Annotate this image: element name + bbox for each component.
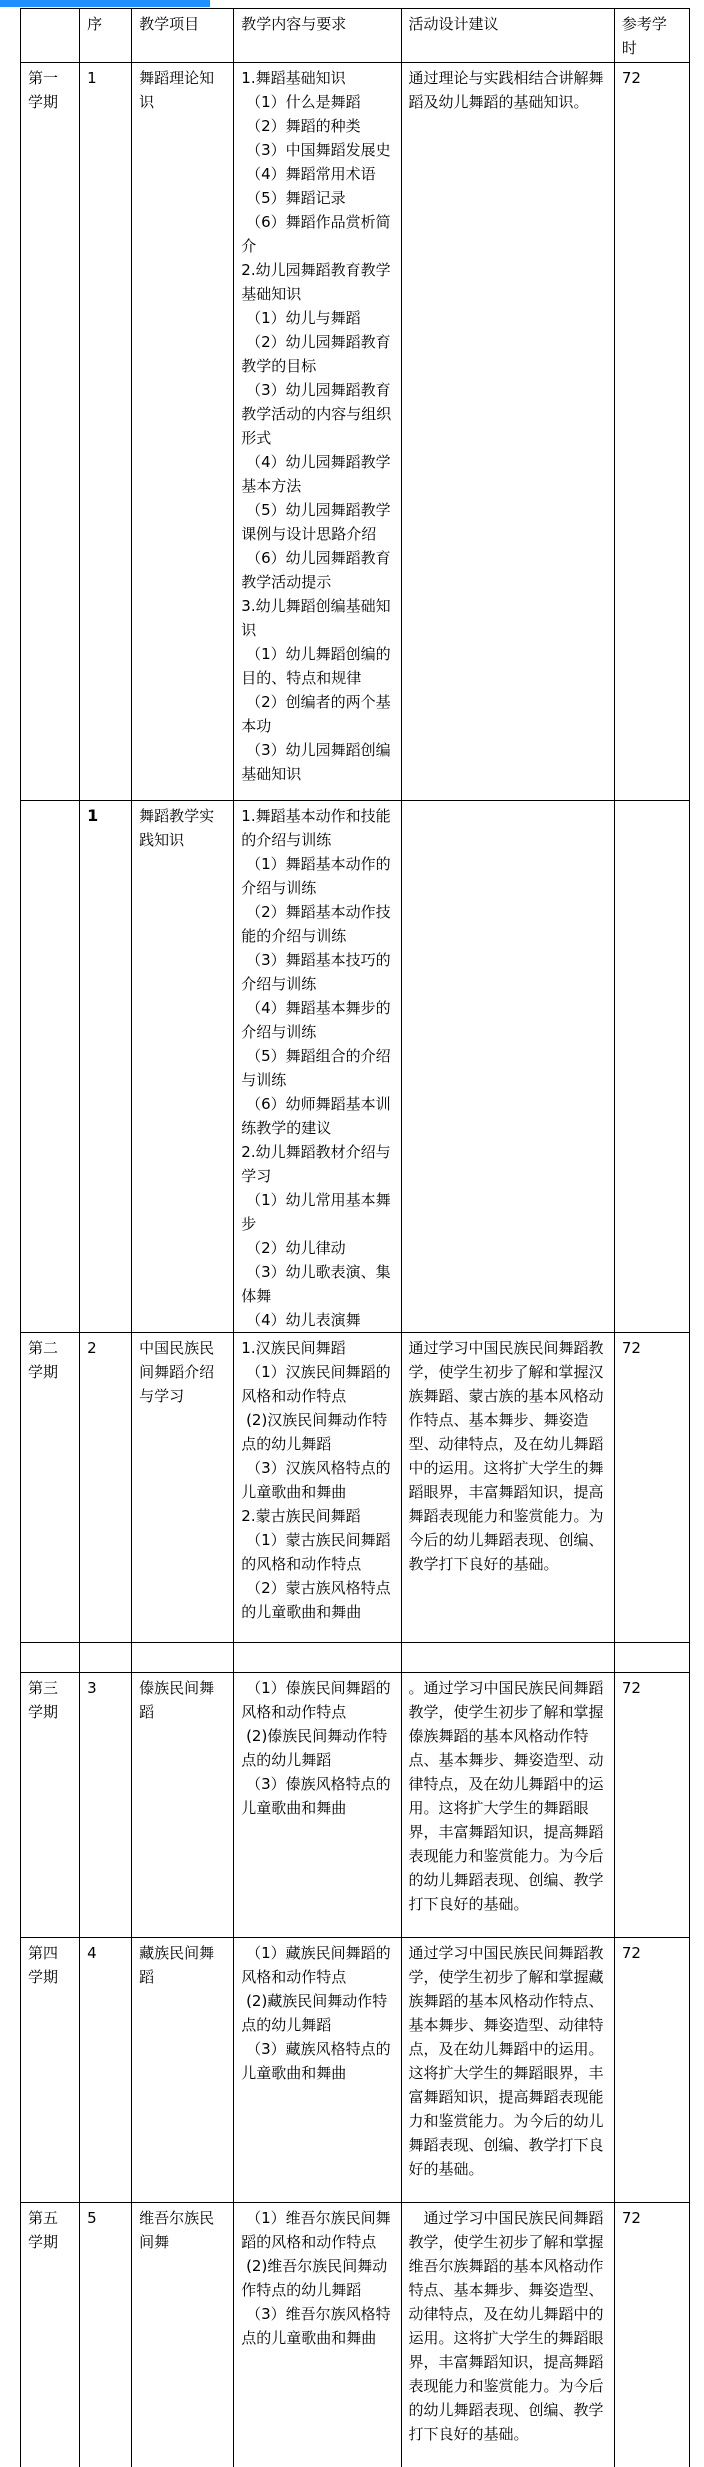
content-paragraph: （4）幼儿园舞蹈教学基本方法 xyxy=(241,453,391,495)
content-paragraph: （5）幼儿园舞蹈教学课例与设计思路介绍 xyxy=(241,501,391,543)
cell-suggestion: 通过学习中国民族民间舞蹈教学，使学生初步了解和掌握汉族舞蹈、蒙古族的基本风格动作特点、基本舞步、舞姿造型、动律特点，及在幼儿舞蹈中的运用。这将扩大学生的舞蹈眼界，丰富舞蹈知识，提高舞蹈表现能力和鉴赏能力。为今后的幼儿舞蹈表现、创编、教学打下良好的基础。 xyxy=(401,1333,614,1643)
cell-project xyxy=(132,1643,234,1673)
cell-hours: 72 xyxy=(614,2203,689,2467)
cell-num: 1 xyxy=(80,801,132,1333)
cell-semester xyxy=(21,801,80,1333)
table-row xyxy=(21,801,690,1333)
cell-project: 傣族民间舞蹈 xyxy=(132,1673,234,1938)
cell-num: 1 xyxy=(80,63,132,801)
header-seq: 序 xyxy=(80,9,132,63)
selection-highlight-bar xyxy=(0,0,210,7)
cell-semester: 第二学期 xyxy=(21,1333,80,1643)
cell-content xyxy=(234,2203,401,2467)
content-paragraph: （1）傣族民间舞蹈的风格和动作特点 xyxy=(241,1679,391,1721)
content-paragraph: （1）幼儿常用基本舞步 xyxy=(241,1191,391,1233)
table-row xyxy=(21,1673,690,1938)
cell-project: 中国民族民间舞蹈介绍与学习 xyxy=(132,1333,234,1643)
content-paragraph: （3）傣族风格特点的儿童歌曲和舞曲 xyxy=(241,1775,391,1817)
content-paragraph: （1）幼儿与舞蹈 xyxy=(241,309,361,327)
content-paragraph: （1）什么是舞蹈 xyxy=(241,93,361,111)
content-paragraph: (2)维吾尔族民间舞动作特点的幼儿舞蹈 xyxy=(241,2257,388,2299)
cell-semester: 第一学期 xyxy=(21,63,80,801)
content-paragraph: （4）舞蹈常用术语 xyxy=(241,165,376,183)
content-paragraph: (2)傣族民间舞动作特点的幼儿舞蹈 xyxy=(241,1727,388,1769)
header-blank xyxy=(21,9,80,63)
content-paragraph: （4）幼儿表演舞 xyxy=(241,1311,361,1329)
content-paragraph: （1）幼儿舞蹈创编的目的、特点和规律 xyxy=(241,645,391,687)
content-paragraph: (2)汉族民间舞动作特点的幼儿舞蹈 xyxy=(241,1411,388,1453)
content-paragraph: （5）舞蹈记录 xyxy=(241,189,346,207)
cell-semester: 第五学期 xyxy=(21,2203,80,2467)
content-paragraph: （2）蒙古族风格特点的儿童歌曲和舞曲 xyxy=(241,1579,391,1621)
cell-num: 2 xyxy=(80,1333,132,1643)
cell-suggestion xyxy=(401,801,614,1333)
content-paragraph: (2)藏族民间舞动作特点的幼儿舞蹈 xyxy=(241,1992,388,2034)
content-paragraph: （2）幼儿律动 xyxy=(241,1239,346,1257)
content-paragraph: （6）幼师舞蹈基本训练教学的建议 xyxy=(241,1095,391,1137)
cell-hours: 72 xyxy=(614,1673,689,1938)
header-content: 教学内容与要求 xyxy=(234,9,401,63)
cell-content xyxy=(234,63,401,801)
cell-suggestion: 。通过学习中国民族民间舞蹈教学，使学生初步了解和掌握傣族舞蹈的基本风格动作特点、基本舞步、舞姿造型、动律特点，及在幼儿舞蹈中的运用。这将扩大学生的舞蹈眼界，丰富舞蹈知识，提高舞蹈表现能力和鉴赏能力。为今后的幼儿舞蹈表现、创编、教学打下良好的基础。 xyxy=(401,1673,614,1938)
content-paragraph: （1）维吾尔族民间舞蹈的风格和动作特点 xyxy=(241,2209,391,2251)
table-row xyxy=(21,2203,690,2467)
cell-num: 5 xyxy=(80,2203,132,2467)
cell-project: 维吾尔族民间舞 xyxy=(132,2203,234,2467)
cell-num: 4 xyxy=(80,1938,132,2203)
content-paragraph: 1.舞蹈基本动作和技能的介绍与训练 xyxy=(241,807,391,849)
content-paragraph: （3）汉族风格特点的儿童歌曲和舞曲 xyxy=(241,1459,391,1501)
content-paragraph: （6）舞蹈作品赏析简介 xyxy=(241,213,391,255)
content-paragraph: （5）舞蹈组合的介绍与训练 xyxy=(241,1047,391,1089)
cell-content xyxy=(234,801,401,1333)
cell-suggestion: 通过学习中国民族民间舞蹈教学，使学生初步了解和掌握藏族舞蹈的基本风格动作特点、基本舞步、舞姿造型、动律特点，及在幼儿舞蹈中的运用。这将扩大学生的舞蹈眼界，丰富舞蹈知识，提高舞蹈表现能力和鉴赏能力。为今后的幼儿舞蹈表现、创编、教学打下良好的基础。 xyxy=(401,1938,614,2203)
content-paragraph: （2）创编者的两个基本功 xyxy=(241,693,391,735)
content-paragraph: 2.蒙古族民间舞蹈 xyxy=(241,1507,361,1525)
content-paragraph: （3）中国舞蹈发展史 xyxy=(241,141,391,159)
table-row xyxy=(21,1643,690,1673)
cell-semester: 第四学期 xyxy=(21,1938,80,2203)
content-paragraph: （3）舞蹈基本技巧的介绍与训练 xyxy=(241,951,391,993)
table-row xyxy=(21,1938,690,2203)
cell-content xyxy=(234,1673,401,1938)
cell-project: 舞蹈理论知识 xyxy=(132,63,234,801)
header-row xyxy=(21,9,690,63)
table-row xyxy=(21,1333,690,1643)
content-paragraph: （3）幼儿园舞蹈教育教学活动的内容与组织形式 xyxy=(241,381,392,447)
table-row xyxy=(21,63,690,801)
cell-hours: 72 xyxy=(614,63,689,801)
content-paragraph: （1）蒙古族民间舞蹈的风格和动作特点 xyxy=(241,1531,391,1573)
cell-hours xyxy=(614,1643,689,1673)
content-paragraph: （2）幼儿园舞蹈教育教学的目标 xyxy=(241,333,391,375)
content-paragraph: （3）幼儿园舞蹈创编基础知识 xyxy=(241,741,391,783)
cell-hours: 72 xyxy=(614,1333,689,1643)
content-paragraph: （2）舞蹈的种类 xyxy=(241,117,361,135)
cell-hours: 72 xyxy=(614,1938,689,2203)
table-body xyxy=(21,63,690,2467)
content-paragraph: （6）幼儿园舞蹈教育教学活动提示 xyxy=(241,549,391,591)
content-paragraph: 3.幼儿舞蹈创编基础知识 xyxy=(241,597,391,639)
content-paragraph: （1）藏族民间舞蹈的风格和动作特点 xyxy=(241,1944,391,1986)
header-suggestion: 活动设计建议 xyxy=(401,9,614,63)
cell-project: 舞蹈教学实践知识 xyxy=(132,801,234,1333)
header-hours: 参考学时 xyxy=(614,9,689,63)
cell-content xyxy=(234,1938,401,2203)
cell-suggestion: 通过学习中国民族民间舞蹈教学，使学生初步了解和掌握维吾尔族舞蹈的基本风格动作特点、基本舞步、舞姿造型、动律特点，及在幼儿舞蹈中的运用。这将扩大学生的舞蹈眼界，丰富舞蹈知识，提高舞蹈表现能力和鉴赏能力。为今后的幼儿舞蹈表现、创编、教学打下良好的基础。 xyxy=(401,2203,614,2467)
curriculum-table xyxy=(20,8,690,2467)
cell-content xyxy=(234,1333,401,1643)
content-paragraph: 1.汉族民间舞蹈 xyxy=(241,1339,346,1357)
content-paragraph: （2）舞蹈基本动作技能的介绍与训练 xyxy=(241,903,391,945)
cell-suggestion xyxy=(401,1643,614,1673)
cell-semester xyxy=(21,1643,80,1673)
content-paragraph: 1.舞蹈基础知识 xyxy=(241,69,346,87)
cell-hours xyxy=(614,801,689,1333)
content-paragraph: （3）幼儿歌表演、集体舞 xyxy=(241,1263,391,1305)
header-project: 教学项目 xyxy=(132,9,234,63)
cell-suggestion: 通过理论与实践相结合讲解舞蹈及幼儿舞蹈的基础知识。 xyxy=(401,63,614,801)
content-paragraph: （3）藏族风格特点的儿童歌曲和舞曲 xyxy=(241,2040,391,2082)
content-paragraph: （1）汉族民间舞蹈的风格和动作特点 xyxy=(241,1363,391,1405)
cell-num: 3 xyxy=(80,1673,132,1938)
content-paragraph: 2.幼儿舞蹈教材介绍与学习 xyxy=(241,1143,391,1185)
cell-project: 藏族民间舞蹈 xyxy=(132,1938,234,2203)
content-paragraph: （1）舞蹈基本动作的介绍与训练 xyxy=(241,855,391,897)
cell-num xyxy=(80,1643,132,1673)
content-paragraph: （3）维吾尔族风格特点的儿童歌曲和舞曲 xyxy=(241,2305,391,2347)
content-paragraph: （4）舞蹈基本舞步的介绍与训练 xyxy=(241,999,391,1041)
cell-content xyxy=(234,1643,401,1673)
content-paragraph: 2.幼儿园舞蹈教育教学基础知识 xyxy=(241,261,391,303)
cell-semester: 第三学期 xyxy=(21,1673,80,1938)
